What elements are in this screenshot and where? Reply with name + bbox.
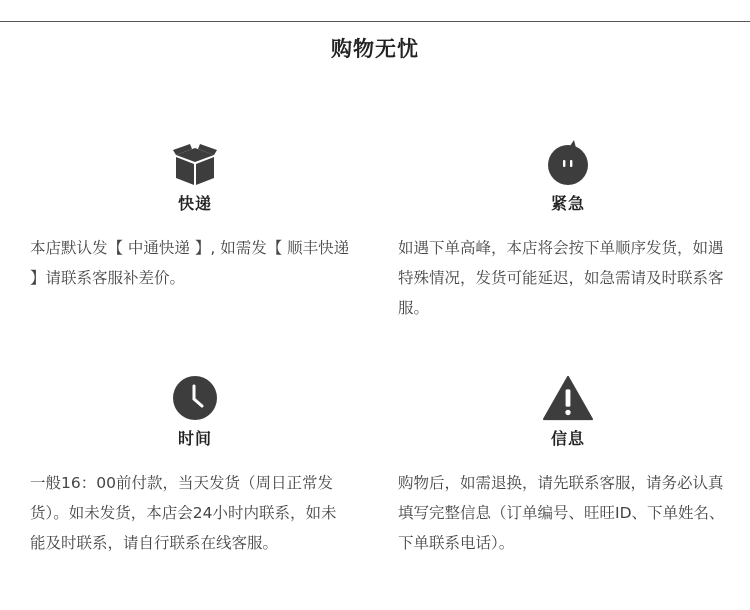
package-box-icon (170, 140, 220, 186)
clock-icon (170, 375, 220, 421)
express-text: 本店默认发【 中通快递 】, 如需发【 顺丰快递 】请联系客服补差价。 (30, 239, 350, 287)
page-title: 购物无忧 (331, 37, 419, 61)
time-header (35, 375, 355, 449)
urgent-header (398, 140, 738, 214)
info-title: 信息 (550, 429, 585, 448)
urgent-text: 如遇下单高峰，本店将会按下单顺序发货，如遇特殊情况，发货可能延迟，如急需请及时联系客服。 (398, 239, 724, 317)
urgent-title: 紧急 (550, 194, 585, 213)
time-text: 一般16：00前付款，当天发货（周日正常发货）。如未发货，本店会24小时内联系，如未能及时联系，请自行联系在线客服。 (30, 474, 337, 552)
info-header (398, 375, 738, 449)
express-header (35, 140, 355, 214)
top-divider (0, 21, 750, 22)
info-text: 购物后，如需退换，请先联系客服，请务必认真填写完整信息（订单编号、旺旺ID、下单姓名、下单联系电话）。 (398, 474, 725, 552)
express-title: 快递 (177, 194, 212, 213)
chat-bubble-icon (543, 140, 593, 186)
warning-icon (543, 375, 593, 421)
time-title: 时间 (177, 429, 212, 448)
